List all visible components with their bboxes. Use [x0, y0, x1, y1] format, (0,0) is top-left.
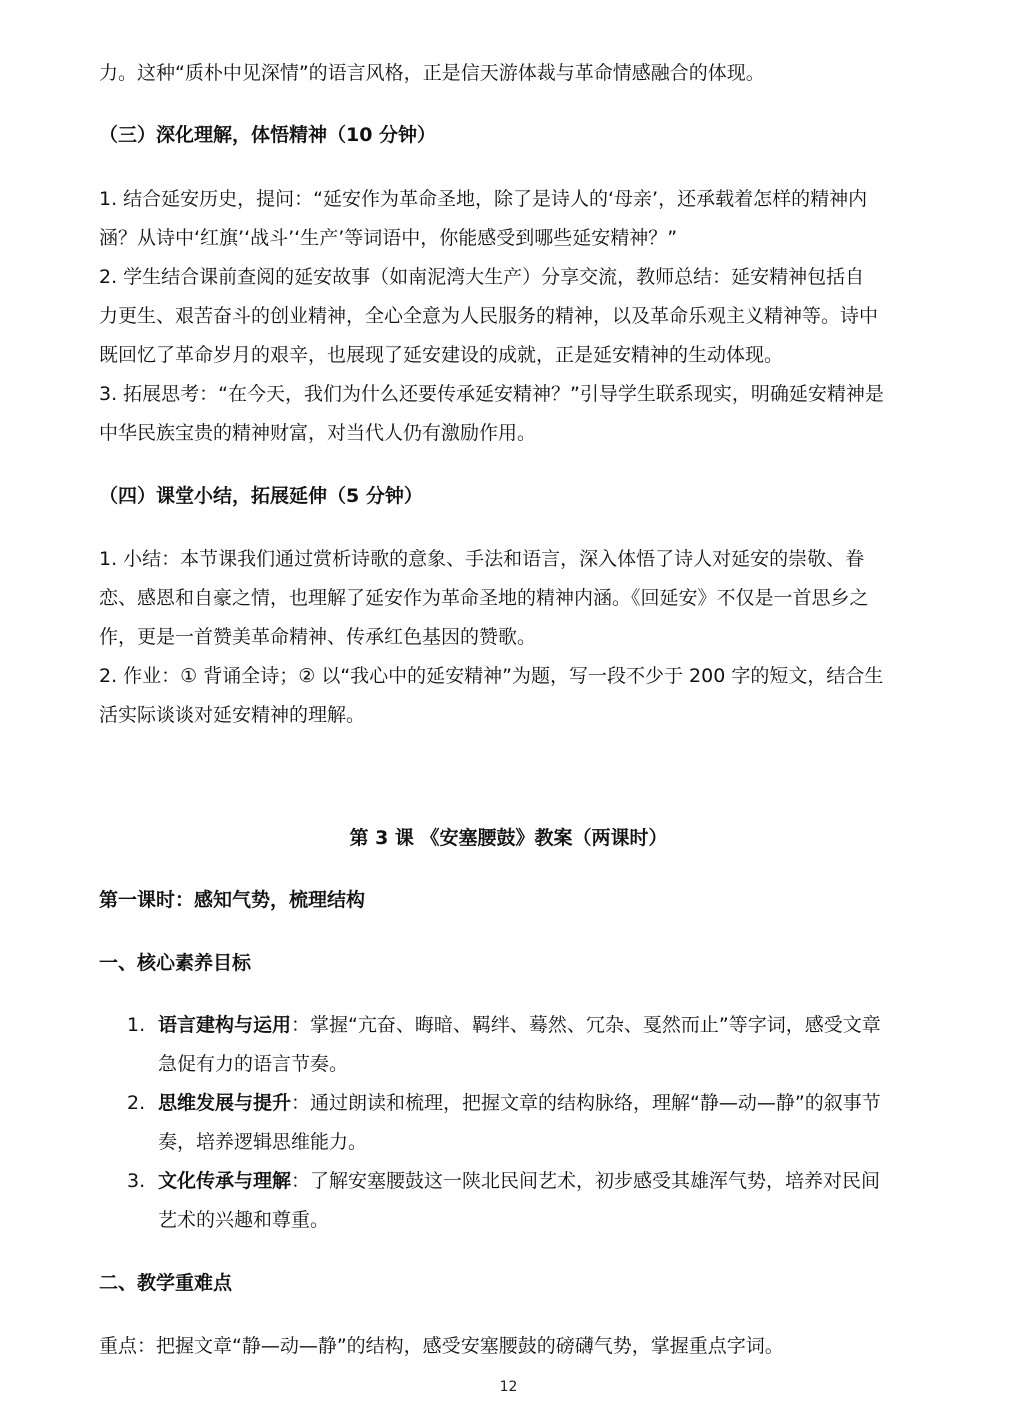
- section-heading-goals: 一、核心素养目标: [99, 952, 252, 974]
- goal-number: 2.: [127, 1092, 146, 1114]
- section4-item1-line1: 1. 小结：本节课我们通过赏析诗歌的意象、手法和语言，深入体悟了诗人对延安的崇敬、眷: [99, 548, 865, 570]
- section4-item2-line2: 活实际谈谈对延安精神的理解。: [99, 704, 366, 726]
- section3-item3-line1: 3. 拓展思考：“在今天，我们为什么还要传承延安精神？”引导学生联系现实，明确延安精神是: [99, 383, 884, 405]
- goal-item-line1: [158, 1090, 928, 1116]
- goal-item-line2: 奏，培养逻辑思维能力。: [158, 1131, 368, 1153]
- lesson-title: 第 3 课 《安塞腰鼓》教案（两课时）: [349, 827, 668, 849]
- section3-item2-line3: 既回忆了革命岁月的艰辛，也展现了延安建设的成就，正是延安精神的生动体现。: [99, 344, 784, 366]
- goal-text: ：掌握“亢奋、晦暗、羁绊、蓦然、冗杂、戛然而止”等字词，感受文章: [291, 1014, 881, 1036]
- goal-item-line1: [158, 1168, 928, 1194]
- goal-number: 1.: [127, 1014, 146, 1036]
- period-title: 第一课时：感知气势，梳理结构: [99, 889, 366, 911]
- goal-item-line2: 艺术的兴趣和尊重。: [158, 1209, 330, 1231]
- section3-item3-line2: 中华民族宝贵的精神财富，对当代人仍有激励作用。: [99, 422, 537, 444]
- goal-number: 3.: [127, 1170, 146, 1192]
- key-point-text: 重点：把握文章“静—动—静”的结构，感受安塞腰鼓的磅礴气势，掌握重点字词。: [99, 1335, 784, 1357]
- section-heading-3: （三）深化理解，体悟精神（10 分钟）: [99, 124, 437, 146]
- section4-item2-line1: 2. 作业：① 背诵全诗；② 以“我心中的延安精神”为题，写一段不少于 200 字的短文，结合生: [99, 665, 884, 687]
- section3-item2-line2: 力更生、艰苦奋斗的创业精神，全心全意为人民服务的精神，以及革命乐观主义精神等。诗中: [99, 305, 879, 327]
- section3-item1-line1: 1. 结合延安历史，提问：“延安作为革命圣地，除了是诗人的‘母亲’，还承载着怎样的精神内: [99, 188, 868, 210]
- section-heading-4: （四）课堂小结，拓展延伸（5 分钟）: [99, 485, 423, 507]
- section4-item1-line3: 作，更是一首赞美革命精神、传承红色基因的赞歌。: [99, 626, 537, 648]
- goal-text: ：了解安塞腰鼓这一陕北民间艺术，初步感受其雄浑气势，培养对民间: [291, 1170, 881, 1192]
- section-heading-difficulties: 二、教学重难点: [99, 1272, 233, 1294]
- goal-item-line1: [158, 1012, 928, 1038]
- goal-label: 语言建构与运用: [158, 1014, 292, 1036]
- goal-item-line2: 急促有力的语言节奏。: [158, 1053, 349, 1075]
- section3-item1-line2: 涵？从诗中‘红旗’‘战斗’‘生产’等词语中，你能感受到哪些延安精神？”: [99, 227, 678, 249]
- section3-item2-line1: 2. 学生结合课前查阅的延安故事（如南泥湾大生产）分享交流，教师总结：延安精神包括自: [99, 266, 865, 288]
- goal-label: 文化传承与理解: [158, 1170, 292, 1192]
- paragraph-continuation: 力。这种“质朴中见深情”的语言风格，正是信天游体裁与革命情感融合的体现。: [99, 62, 765, 84]
- section4-item1-line2: 恋、感恩和自豪之情，也理解了延安作为革命圣地的精神内涵。《回延安》不仅是一首思乡之: [99, 587, 869, 609]
- goal-text: ：通过朗读和梳理，把握文章的结构脉络，理解“静—动—静”的叙事节: [291, 1092, 881, 1114]
- page-number: 12: [499, 1379, 518, 1395]
- goal-label: 思维发展与提升: [158, 1092, 292, 1114]
